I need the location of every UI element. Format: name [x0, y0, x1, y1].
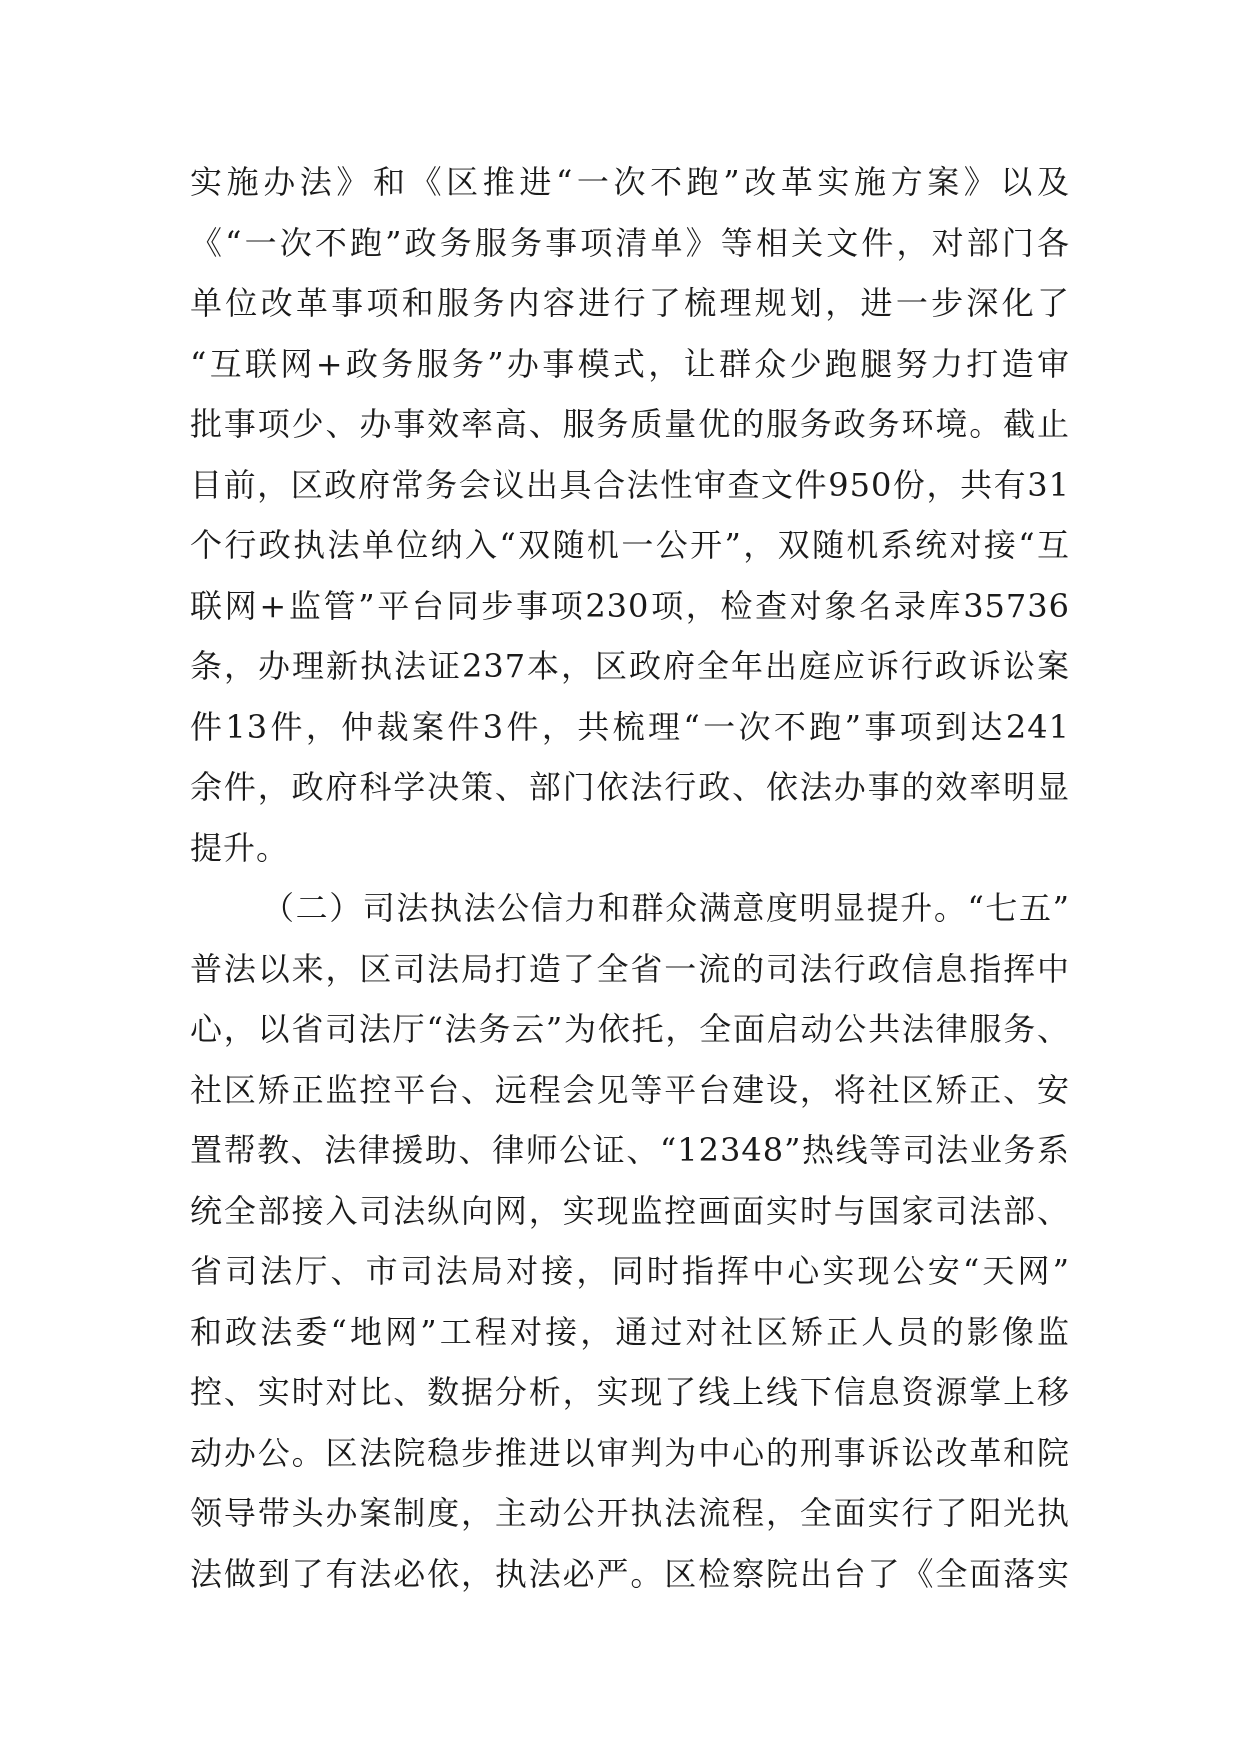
text-line: 心，以省司法厅“法务云”为依托，全面启动公共法律服务、: [190, 1010, 1070, 1048]
text-line: 省司法厅、市司法局对接，同时指挥中心实现公安“天网”: [190, 1252, 1070, 1290]
text-line: 余件，政府科学决策、部门依法行政、依法办事的效率明显: [190, 768, 1070, 806]
text-line: 法做到了有法必依，执法必严。区检察院出台了《全面落实: [190, 1554, 1070, 1593]
text-line: 社区矫正监控平台、远程会见等平台建设，将社区矫正、安: [190, 1070, 1070, 1109]
text-line: 置帮教、法律援助、律师公证、“12348”热线等司法业务系: [190, 1131, 1070, 1169]
section-heading-line: （二）司法执法公信力和群众满意度明显提升。“七五”: [262, 889, 1070, 927]
text-line: 件13件，仲裁案件3件，共梳理“一次不跑”事项到达241: [190, 707, 1070, 746]
text-line: 动办公。区法院稳步推进以审判为中心的刑事诉讼改革和院: [190, 1433, 1070, 1472]
text-line: 目前，区政府常务会议出具合法性审查文件950份，共有31: [190, 465, 1070, 504]
text-line: 控、实时对比、数据分析，实现了线上线下信息资源掌上移: [190, 1373, 1070, 1411]
text-line: “互联网+政务服务”办事模式，让群众少跑腿努力打造审: [190, 344, 1070, 383]
text-line: 联网+监管”平台同步事项230项，检查对象名录库35736: [190, 586, 1070, 625]
text-line: 条，办理新执法证237本，区政府全年出庭应诉行政诉讼案: [190, 647, 1070, 685]
text-line: 实施办法》和《区推进“一次不跑”改革实施方案》以及: [190, 163, 1070, 201]
paragraph-2: [190, 878, 1070, 1604]
text-line: 统全部接入司法纵向网，实现监控画面实时与国家司法部、: [190, 1191, 1070, 1230]
body-text: [190, 152, 1070, 1604]
text-line: 个行政执法单位纳入“双随机一公开”，双随机系统对接“互: [190, 526, 1070, 564]
text-line: 单位改革事项和服务内容进行了梳理规划，进一步深化了: [190, 284, 1070, 322]
paragraph-1: [190, 152, 1070, 878]
text-line: 《“一次不跑”政务服务事项清单》等相关文件，对部门各: [190, 223, 1070, 262]
text-line: 提升。: [190, 828, 290, 867]
text-line: 批事项少、办事效率高、服务质量优的服务政务环境。截止: [190, 405, 1070, 443]
text-line: 领导带头办案制度，主动公开执法流程，全面实行了阳光执: [190, 1494, 1070, 1532]
text-line: 普法以来，区司法局打造了全省一流的司法行政信息指挥中: [190, 949, 1070, 988]
text-line: 和政法委“地网”工程对接，通过对社区矫正人员的影像监: [190, 1312, 1070, 1351]
